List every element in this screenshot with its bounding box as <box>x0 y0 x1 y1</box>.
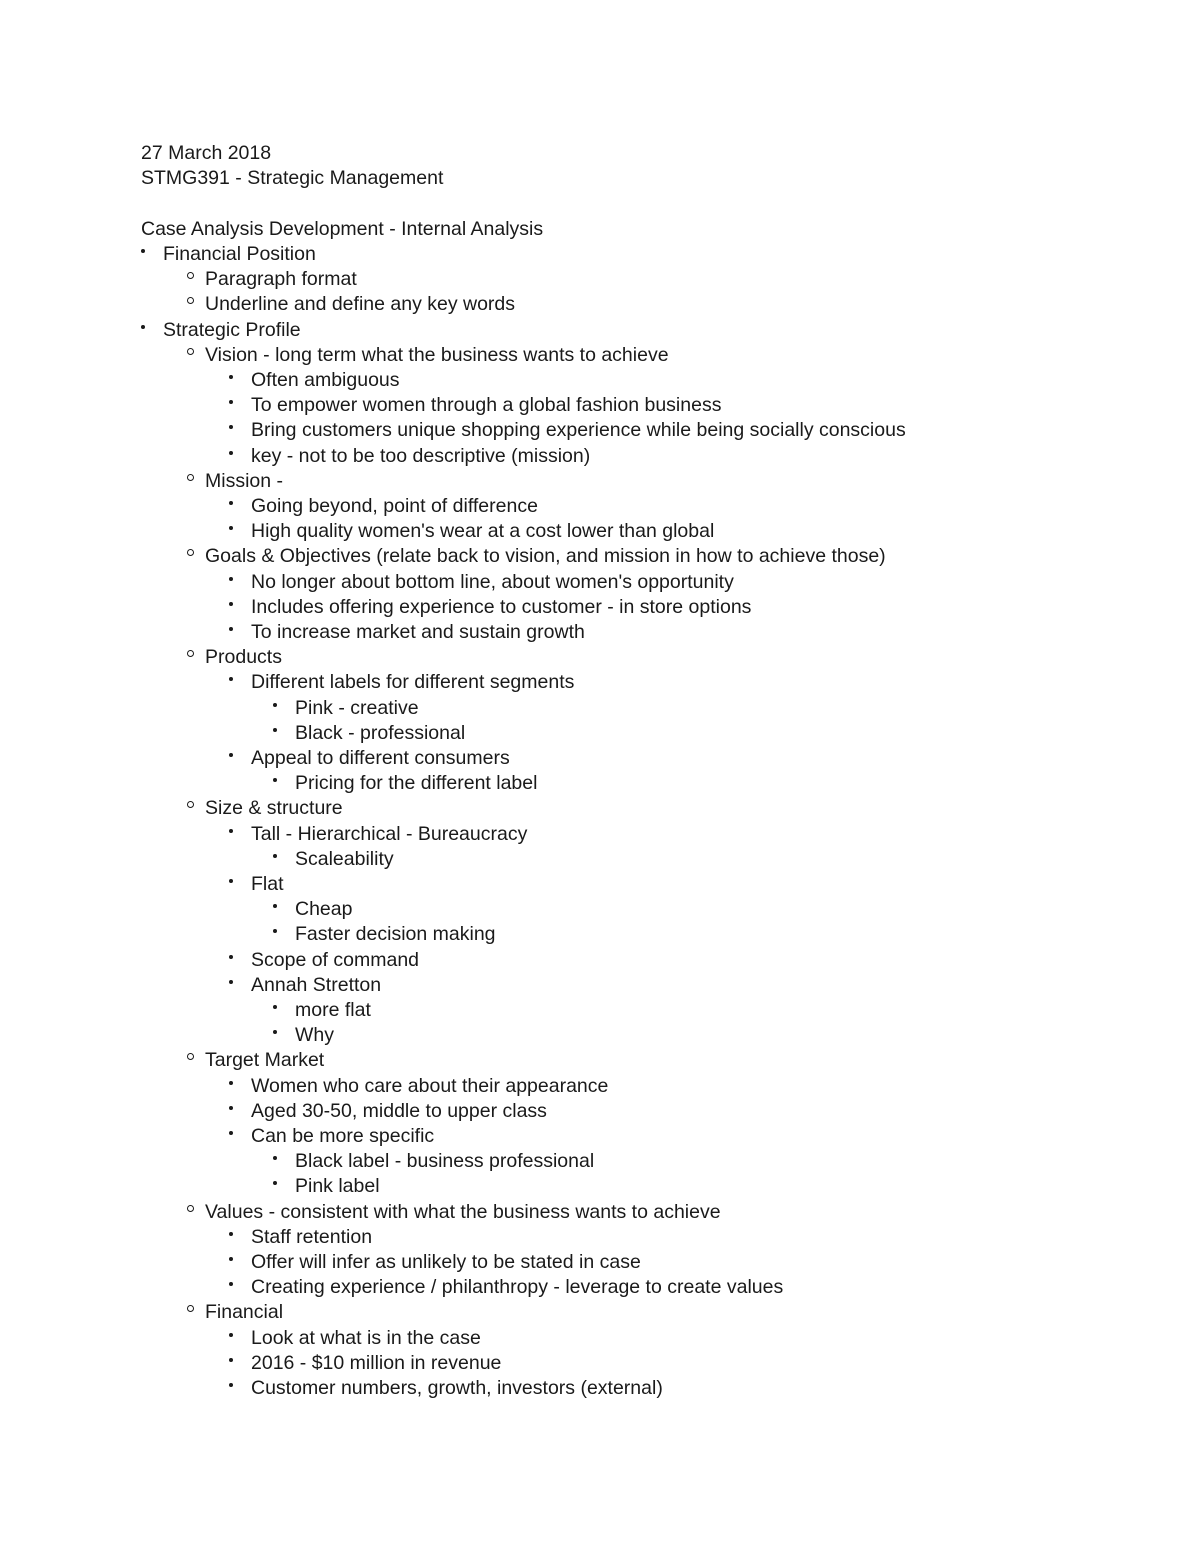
outline-item-level-4 <box>273 1023 334 1048</box>
outline-item-text: Flat <box>251 873 284 895</box>
bullet-icon <box>229 1250 251 1275</box>
outline-item-level-2 <box>187 343 669 368</box>
outline-item-text: Staff retention <box>251 1226 373 1248</box>
bullet-icon <box>229 872 251 897</box>
outline-item-level-3 <box>229 393 721 418</box>
hollow-bullet-icon <box>187 1200 205 1225</box>
outline-item-text: key - not to be too descriptive (mission) <box>251 445 591 467</box>
outline-item-level-3 <box>229 1124 434 1149</box>
bullet-icon <box>229 570 251 595</box>
outline-item-text: Vision - long term what the business wants to achieve <box>205 344 669 366</box>
outline-item-level-1 <box>141 242 316 267</box>
outline-item-text: Going beyond, point of difference <box>251 495 538 517</box>
outline-item-level-4 <box>273 847 394 872</box>
outline-item-text: Pink - creative <box>295 697 419 719</box>
outline-item-level-4 <box>273 998 371 1023</box>
outline-item-level-3 <box>229 746 510 771</box>
outline-item-text: Look at what is in the case <box>251 1327 481 1349</box>
outline-item-text: No longer about bottom line, about women's opportunity <box>251 571 734 593</box>
bullet-icon <box>229 948 251 973</box>
outline-item-text: Scaleability <box>295 848 394 870</box>
outline-item-level-3 <box>229 1225 372 1250</box>
bullet-icon <box>273 696 295 721</box>
bullet-icon <box>229 1275 251 1300</box>
outline-item-text: Creating experience / philanthropy - leverage to create values <box>251 1276 784 1298</box>
outline-item-level-3 <box>229 822 527 847</box>
outline-item-level-2 <box>187 796 343 821</box>
hollow-bullet-icon <box>187 544 205 569</box>
outline-item-level-3 <box>229 570 734 595</box>
outline-item-text: Cheap <box>295 898 353 920</box>
outline-item-text: Aged 30-50, middle to upper class <box>251 1100 547 1122</box>
outline-item-level-2 <box>187 469 283 494</box>
outline-item-level-3 <box>229 948 419 973</box>
outline-item-level-2 <box>187 1048 324 1073</box>
outline-item-text: Appeal to different consumers <box>251 747 510 769</box>
outline-item-text: To empower women through a global fashion business <box>251 394 722 416</box>
outline-item-text: 2016 - $10 million in revenue <box>251 1352 502 1374</box>
outline-item-level-4 <box>273 696 419 721</box>
hollow-bullet-icon <box>187 292 205 317</box>
outline-item-level-3 <box>229 1351 501 1376</box>
bullet-icon <box>229 494 251 519</box>
bullet-icon <box>229 822 251 847</box>
bullet-icon <box>273 922 295 947</box>
outline-item-level-2 <box>187 1300 283 1325</box>
bullet-icon <box>273 998 295 1023</box>
outline-item-level-3 <box>229 494 538 519</box>
outline-item-text: Often ambiguous <box>251 369 400 391</box>
outline-item-text: Pink label <box>295 1175 380 1197</box>
outline-item-text: Includes offering experience to customer - in store options <box>251 596 752 618</box>
bullet-icon <box>229 418 251 443</box>
hollow-bullet-icon <box>187 267 205 292</box>
outline-item-text: Faster decision making <box>295 923 496 945</box>
bullet-icon <box>229 1225 251 1250</box>
note-date: 27 March 2018 <box>141 142 272 164</box>
outline-item-text: Products <box>205 646 282 668</box>
bullet-icon <box>229 368 251 393</box>
outline-item-level-3 <box>229 418 906 443</box>
outline-item-level-3 <box>229 1376 663 1401</box>
outline-item-text: Offer will infer as unlikely to be stated in case <box>251 1251 641 1273</box>
outline-item-text: Black - professional <box>295 722 466 744</box>
outline-item-text: To increase market and sustain growth <box>251 621 585 643</box>
hollow-bullet-icon <box>187 645 205 670</box>
outline-item-text: Customer numbers, growth, investors (external) <box>251 1377 663 1399</box>
bullet-icon <box>229 444 251 469</box>
hollow-bullet-icon <box>187 1300 205 1325</box>
bullet-icon <box>141 242 163 267</box>
outline-item-text: Why <box>295 1024 334 1046</box>
outline-item-level-2 <box>187 267 357 292</box>
outline-item-text: Bring customers unique shopping experience while being socially conscious <box>251 419 906 441</box>
bullet-icon <box>229 1099 251 1124</box>
outline-item-text: Different labels for different segments <box>251 671 575 693</box>
outline-item-level-4 <box>273 1149 594 1174</box>
outline-item-text: Pricing for the different label <box>295 772 538 794</box>
bullet-icon <box>229 620 251 645</box>
outline-item-level-3 <box>229 1326 481 1351</box>
bullet-icon <box>273 721 295 746</box>
outline-item-level-1 <box>141 318 301 343</box>
outline-item-level-3 <box>229 1275 783 1300</box>
bullet-icon <box>229 393 251 418</box>
outline-item-text: Strategic Profile <box>163 319 301 341</box>
bullet-icon <box>229 746 251 771</box>
outline-item-level-3 <box>229 1099 547 1124</box>
outline-item-level-4 <box>273 1174 380 1199</box>
bullet-icon <box>141 318 163 343</box>
outline-item-level-4 <box>273 721 465 746</box>
hollow-bullet-icon <box>187 469 205 494</box>
bullet-icon <box>229 519 251 544</box>
outline-item-text: Mission - <box>205 470 284 492</box>
bullet-icon <box>273 897 295 922</box>
outline-item-level-3 <box>229 519 714 544</box>
section-heading: Case Analysis Development - Internal Analysis <box>141 218 544 240</box>
bullet-icon <box>229 1326 251 1351</box>
outline-item-text: Financial <box>205 1301 284 1323</box>
outline-item-level-3 <box>229 444 590 469</box>
outline-item-level-2 <box>187 645 282 670</box>
outline-item-level-4 <box>273 897 352 922</box>
outline-item-text: Financial Position <box>163 243 316 265</box>
hollow-bullet-icon <box>187 1048 205 1073</box>
bullet-icon <box>273 1023 295 1048</box>
course-title: STMG391 - Strategic Management <box>141 167 444 189</box>
outline-item-level-4 <box>273 771 537 796</box>
outline-item-text: Annah Stretton <box>251 974 382 996</box>
outline-item-text: Paragraph format <box>205 268 357 290</box>
outline-item-level-2 <box>187 292 515 317</box>
hollow-bullet-icon <box>187 796 205 821</box>
bullet-icon <box>273 771 295 796</box>
bullet-icon <box>229 1124 251 1149</box>
outline-item-level-4 <box>273 922 496 947</box>
outline-item-level-3 <box>229 670 574 695</box>
bullet-icon <box>229 595 251 620</box>
outline-item-text: Women who care about their appearance <box>251 1075 609 1097</box>
outline-item-text: Values - consistent with what the business wants to achieve <box>205 1201 721 1223</box>
outline-item-text: Underline and define any key words <box>205 293 516 315</box>
outline-item-text: Size & structure <box>205 797 343 819</box>
outline-item-text: Can be more specific <box>251 1125 435 1147</box>
bullet-icon <box>229 1376 251 1401</box>
outline-item-level-2 <box>187 1200 721 1225</box>
bullet-icon <box>229 973 251 998</box>
outline-item-level-3 <box>229 368 400 393</box>
bullet-icon <box>229 1351 251 1376</box>
outline-item-text: Tall - Hierarchical - Bureaucracy <box>251 823 528 845</box>
outline-item-level-3 <box>229 1074 608 1099</box>
outline-item-text: Goals & Objectives (relate back to vision, and mission in how to achieve those) <box>205 545 886 567</box>
outline-item-level-3 <box>229 1250 641 1275</box>
outline-item-text: Target Market <box>205 1049 325 1071</box>
bullet-icon <box>229 670 251 695</box>
bullet-icon <box>273 1174 295 1199</box>
outline-item-text: more flat <box>295 999 371 1021</box>
outline-item-text: Scope of command <box>251 949 420 971</box>
bullet-icon <box>273 1149 295 1174</box>
bullet-icon <box>229 1074 251 1099</box>
outline-item-level-3 <box>229 595 751 620</box>
outline-item-level-3 <box>229 872 284 897</box>
outline-item-level-3 <box>229 973 381 998</box>
outline-item-level-2 <box>187 544 886 569</box>
outline-item-text: High quality women's wear at a cost lower than global <box>251 520 715 542</box>
outline-item-level-3 <box>229 620 585 645</box>
bullet-icon <box>273 847 295 872</box>
hollow-bullet-icon <box>187 343 205 368</box>
outline-item-text: Black label - business professional <box>295 1150 595 1172</box>
